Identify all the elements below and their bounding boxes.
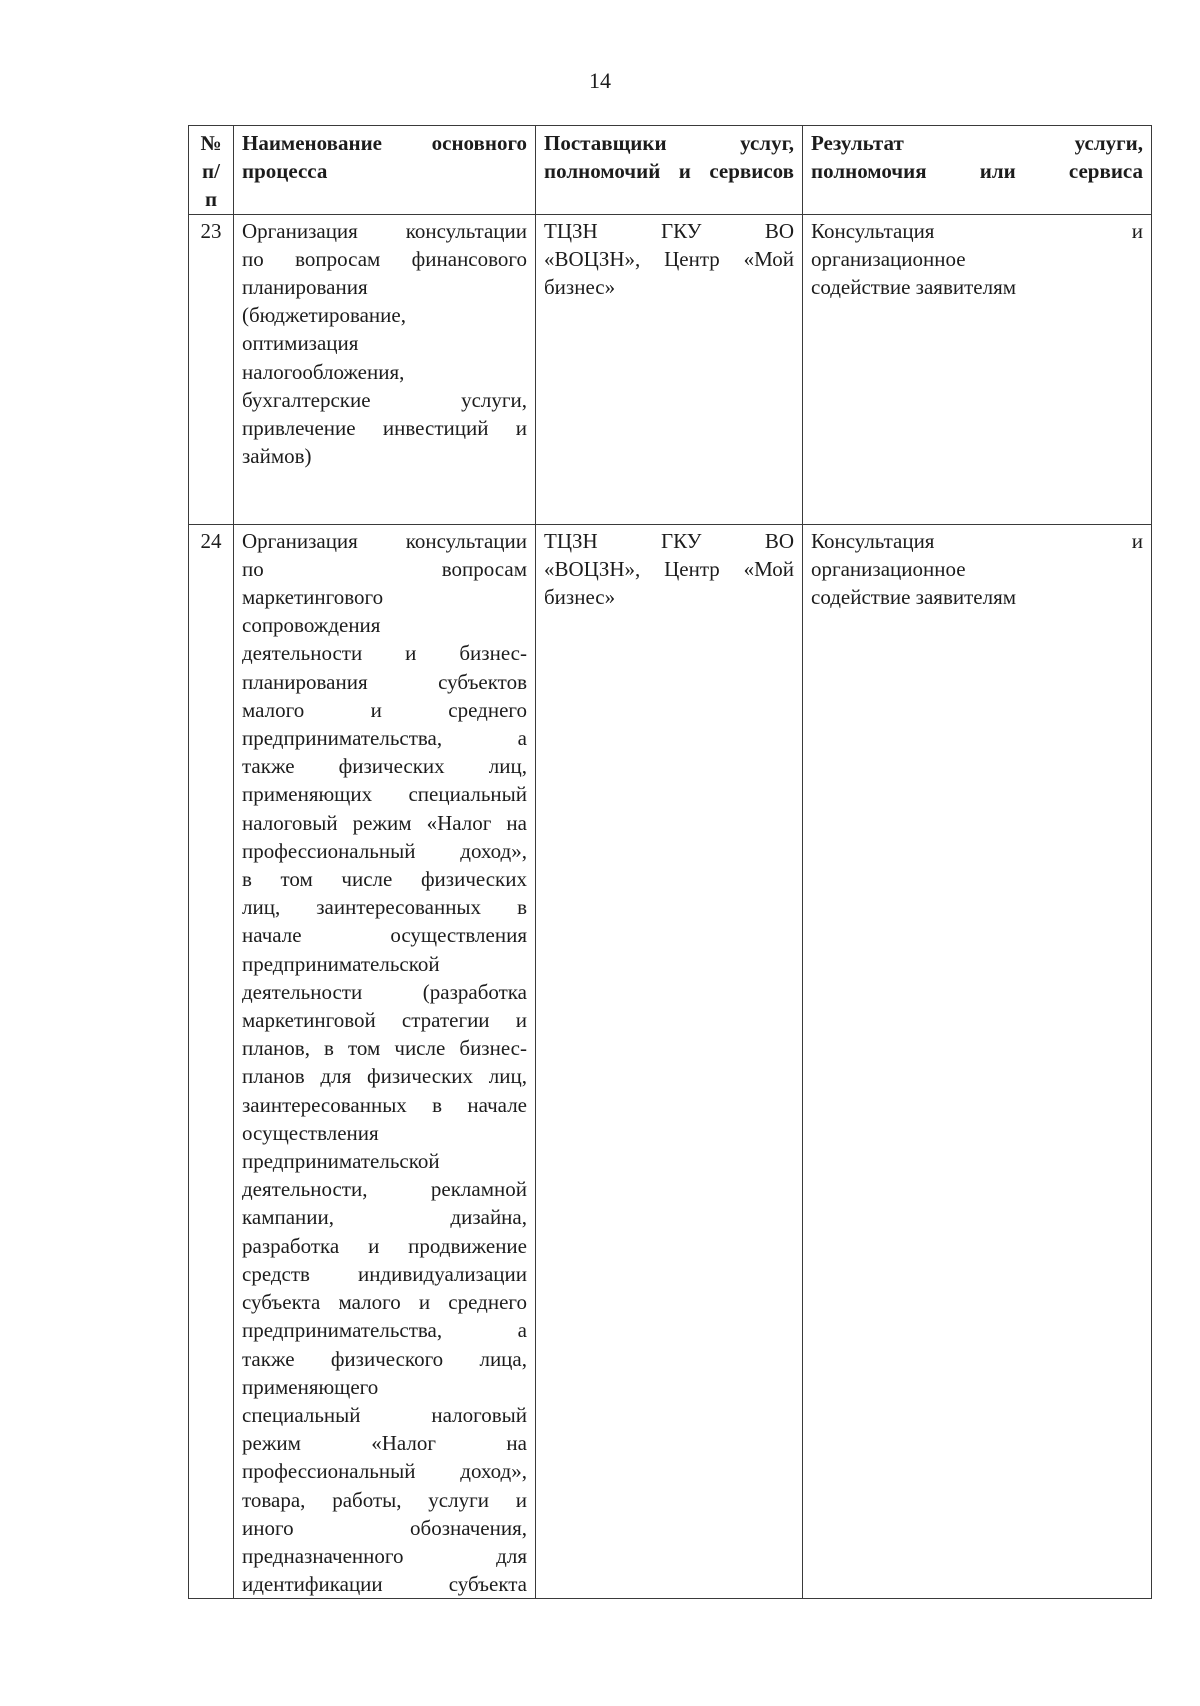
provider-line: ТЦЗН ГКУ ВО bbox=[544, 528, 794, 553]
process-line: специальный налоговый bbox=[242, 1402, 527, 1427]
process-line: маркетингового bbox=[242, 585, 384, 610]
process-line: заинтересованных в начале bbox=[242, 1092, 527, 1117]
process-line: идентификации субъекта bbox=[242, 1572, 527, 1597]
process-line: профессиональный доход», bbox=[242, 838, 527, 863]
process-line: маркетинговой стратегии и bbox=[242, 1008, 527, 1033]
process-line: деятельности, рекламной bbox=[242, 1177, 527, 1202]
process-line: по вопросам bbox=[242, 556, 527, 581]
process-line: займов) bbox=[242, 444, 312, 469]
provider-line: бизнес» bbox=[544, 275, 616, 300]
process-line: средств индивидуализации bbox=[242, 1261, 527, 1286]
process-line: сопровождения bbox=[242, 613, 381, 638]
result-line: организационное bbox=[811, 246, 966, 271]
process-line: профессиональный доход», bbox=[242, 1459, 527, 1484]
process-line: по вопросам финансового bbox=[242, 246, 527, 271]
provider-line: «ВОЦЗН», Центр «Мой bbox=[544, 556, 794, 581]
providers-cell bbox=[536, 214, 803, 524]
process-line: субъекта малого и среднего bbox=[242, 1290, 527, 1315]
process-line: разработка и продвижение bbox=[242, 1233, 527, 1258]
table-row bbox=[189, 524, 1152, 1599]
process-line: планов, в том числе бизнес- bbox=[242, 1036, 527, 1061]
process-line: режим «Налог на bbox=[242, 1431, 527, 1456]
process-line: бухгалтерские услуги, bbox=[242, 387, 527, 412]
process-line: предпринимательской bbox=[242, 951, 440, 976]
provider-line: бизнес» bbox=[544, 585, 616, 610]
process-line: кампании, дизайна, bbox=[242, 1205, 527, 1230]
providers-cell bbox=[536, 524, 803, 1599]
process-line: оптимизация bbox=[242, 331, 359, 356]
result-cell bbox=[803, 524, 1152, 1599]
process-line: налогообложения, bbox=[242, 359, 405, 384]
process-line: предназначенного для bbox=[242, 1543, 527, 1568]
process-line: деятельности и бизнес- bbox=[242, 641, 527, 666]
result-line: содействие заявителям bbox=[811, 275, 1017, 300]
process-line: малого и среднего bbox=[242, 697, 527, 722]
header-result-line1: Результат услуги, bbox=[811, 131, 1143, 155]
table-row bbox=[189, 214, 1152, 524]
page-number: 14 bbox=[589, 68, 611, 93]
header-providers bbox=[536, 126, 803, 215]
header-process-line2: процесса bbox=[242, 159, 328, 184]
result-cell bbox=[803, 214, 1152, 524]
process-line: планов для физических лиц, bbox=[242, 1064, 527, 1089]
process-line: Организация консультации bbox=[242, 528, 527, 553]
process-line: применяющих специальный bbox=[242, 782, 527, 807]
result-line: содействие заявителям bbox=[811, 585, 1017, 610]
row-number: 23 bbox=[189, 214, 234, 524]
result-line: организационное bbox=[811, 556, 966, 581]
process-line: планирования субъектов bbox=[242, 669, 527, 694]
process-line: товара, работы, услуги и bbox=[242, 1487, 527, 1512]
process-line: также физического лица, bbox=[242, 1346, 527, 1371]
services-table bbox=[188, 125, 1152, 1599]
process-line: (бюджетирование, bbox=[242, 303, 406, 328]
row-number: 24 bbox=[189, 524, 234, 1599]
table-header-row bbox=[189, 126, 1152, 215]
process-cell bbox=[234, 214, 536, 524]
process-line: лиц, заинтересованных в bbox=[242, 895, 527, 920]
process-line: осуществления bbox=[242, 1120, 379, 1145]
header-num-line2: п/п bbox=[202, 159, 220, 212]
header-result bbox=[803, 126, 1152, 215]
process-line: предпринимательства, а bbox=[242, 1318, 527, 1343]
header-providers-line1: Поставщики услуг, bbox=[544, 131, 794, 155]
header-num-line1: № bbox=[200, 131, 222, 155]
process-line: налоговый режим «Налог на bbox=[242, 810, 527, 835]
process-line: планирования bbox=[242, 275, 368, 300]
result-line: Консультация и bbox=[811, 218, 1143, 243]
process-line: привлечение инвестиций и bbox=[242, 416, 527, 441]
process-line: Организация консультации bbox=[242, 218, 527, 243]
process-line: также физических лиц, bbox=[242, 754, 527, 779]
provider-line: «ВОЦЗН», Центр «Мой bbox=[544, 246, 794, 271]
process-line: предпринимательской bbox=[242, 1149, 440, 1174]
header-process bbox=[234, 126, 536, 215]
process-line: в том числе физических bbox=[242, 867, 527, 892]
header-result-line2: полномочия или сервиса bbox=[811, 159, 1143, 184]
process-line: иного обозначения, bbox=[242, 1515, 527, 1540]
process-cell bbox=[234, 524, 536, 1599]
provider-line: ТЦЗН ГКУ ВО bbox=[544, 218, 794, 243]
process-line: деятельности (разработка bbox=[242, 979, 527, 1004]
header-num bbox=[189, 126, 234, 215]
header-process-line1: Наименование основного bbox=[242, 131, 527, 155]
process-line: предпринимательства, а bbox=[242, 726, 527, 751]
process-line: начале осуществления bbox=[242, 923, 527, 948]
header-providers-line2: полномочий и сервисов bbox=[544, 159, 794, 184]
result-line: Консультация и bbox=[811, 528, 1143, 553]
process-line: применяющего bbox=[242, 1374, 379, 1399]
